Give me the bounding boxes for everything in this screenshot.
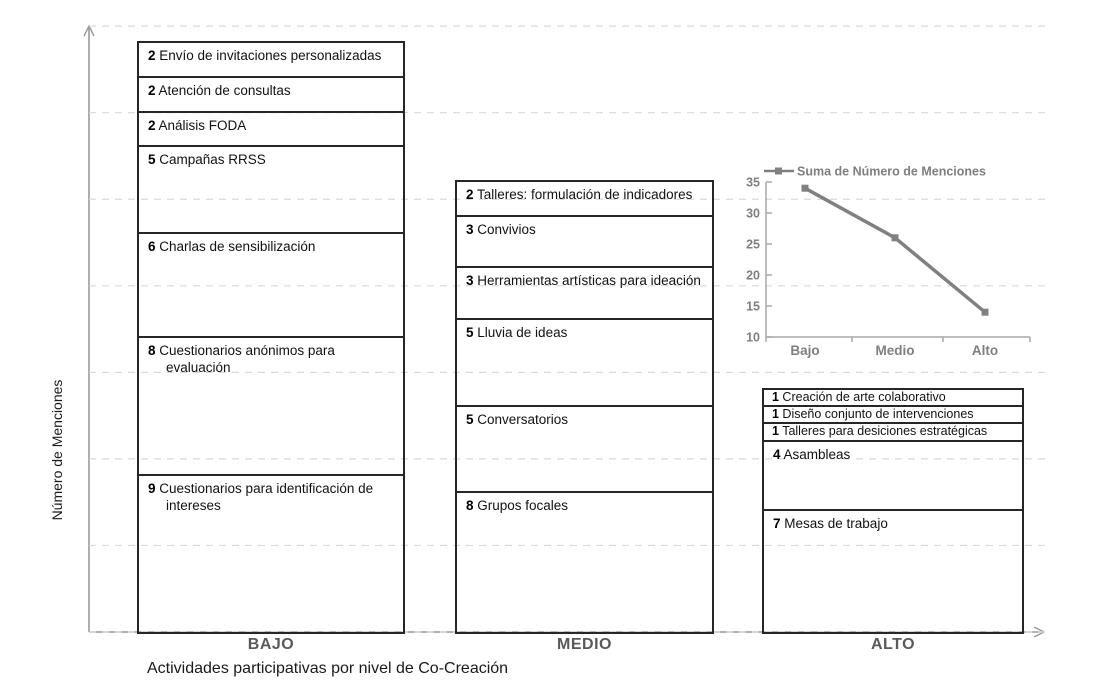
segment	[139, 147, 403, 234]
segment	[457, 268, 712, 320]
segment	[139, 234, 403, 338]
segment-value: 5	[466, 325, 474, 341]
inset-legend	[764, 165, 986, 179]
inset-data-point	[982, 309, 989, 316]
segment-label: Charlas de sensibilización	[155, 238, 316, 254]
segment-value: 3	[466, 221, 474, 237]
segment-label: Talleres para desiciones estratégicas	[778, 424, 988, 439]
segment-value: 4	[773, 446, 781, 462]
inset-x-category-label: Medio	[875, 343, 915, 358]
segment	[139, 476, 403, 632]
y-axis-label: Número de Menciones	[49, 379, 65, 521]
segment-label: Cuestionarios anónimos para evaluación	[155, 342, 335, 375]
inset-y-tick-label: 20	[746, 268, 760, 283]
segment-value: 2	[466, 186, 474, 202]
segment	[139, 113, 403, 148]
segment-value: 7	[773, 515, 781, 531]
legend-label: Suma de Número de Menciones	[797, 164, 986, 179]
inset-x-category-label: Bajo	[790, 343, 820, 358]
segment-value: 3	[466, 273, 474, 289]
segment-value: 1	[772, 424, 779, 439]
inset-y-tick-label: 30	[746, 206, 760, 221]
segment-label: Herramientas artísticas para ideación	[473, 273, 701, 289]
column-medio	[455, 180, 714, 634]
inset-y-tick-label: 25	[746, 237, 760, 252]
column-bajo	[137, 41, 405, 634]
segment-label: Campañas RRSS	[155, 152, 266, 168]
segment-label: Talleres: formulación de indicadores	[473, 186, 693, 202]
segment	[764, 390, 1022, 407]
segment-value: 1	[772, 389, 779, 404]
segment-label: Grupos focales	[473, 498, 569, 514]
x-category-label: MEDIO	[557, 636, 612, 653]
inset-line-chart	[730, 158, 1060, 368]
segment	[139, 338, 403, 476]
segment	[139, 78, 403, 113]
segment-value: 9	[148, 481, 156, 497]
segment-label: Asambleas	[780, 446, 851, 462]
inset-data-point	[802, 185, 809, 192]
inset-data-line	[805, 188, 985, 312]
page-title: Actividades participativas por nivel de Co-Creación	[147, 660, 509, 677]
segment	[764, 424, 1022, 441]
inset-y-tick-label: 35	[746, 175, 760, 190]
segment-value: 6	[148, 238, 156, 254]
inset-y-tick-label: 15	[746, 299, 760, 314]
segment	[457, 407, 712, 494]
segment	[457, 182, 712, 217]
segment	[764, 511, 1022, 632]
segment-label: Conversatorios	[473, 411, 569, 427]
segment-label: Creación de arte colaborativo	[778, 389, 946, 404]
legend-marker-icon	[775, 168, 782, 175]
x-category-label: BAJO	[247, 636, 295, 653]
segment-value: 8	[148, 342, 156, 358]
segment-label: Mesas de trabajo	[780, 515, 888, 531]
inset-ticks	[746, 176, 1030, 359]
segment	[764, 407, 1022, 424]
segment-value: 5	[148, 152, 156, 168]
segment	[457, 493, 712, 631]
segment-value: 2	[148, 48, 156, 64]
segment-label: Cuestionarios para identificación de intereses	[155, 481, 374, 514]
segment-value: 2	[148, 117, 156, 133]
segment-value: 1	[772, 406, 779, 421]
column-alto	[762, 388, 1024, 634]
segment	[457, 217, 712, 269]
segment-label: Envío de invitaciones personalizadas	[155, 48, 382, 64]
segment-label: Lluvia de ideas	[473, 325, 568, 341]
segment-label: Atención de consultas	[155, 83, 291, 99]
segment-value: 8	[466, 498, 474, 514]
x-category-label: ALTO	[870, 636, 916, 653]
segment-label: Análisis FODA	[155, 117, 247, 133]
inset-data-point	[892, 234, 899, 241]
segment-label: Diseño conjunto de intervenciones	[778, 406, 974, 421]
segment	[764, 442, 1022, 511]
segment-label: Convivios	[473, 221, 536, 237]
segment	[457, 320, 712, 407]
segment	[139, 43, 403, 78]
segment-value: 5	[466, 411, 474, 427]
inset-y-tick-label: 10	[746, 330, 760, 345]
inset-series	[802, 185, 989, 316]
inset-x-category-label: Alto	[971, 343, 999, 358]
segment-value: 2	[148, 83, 156, 99]
